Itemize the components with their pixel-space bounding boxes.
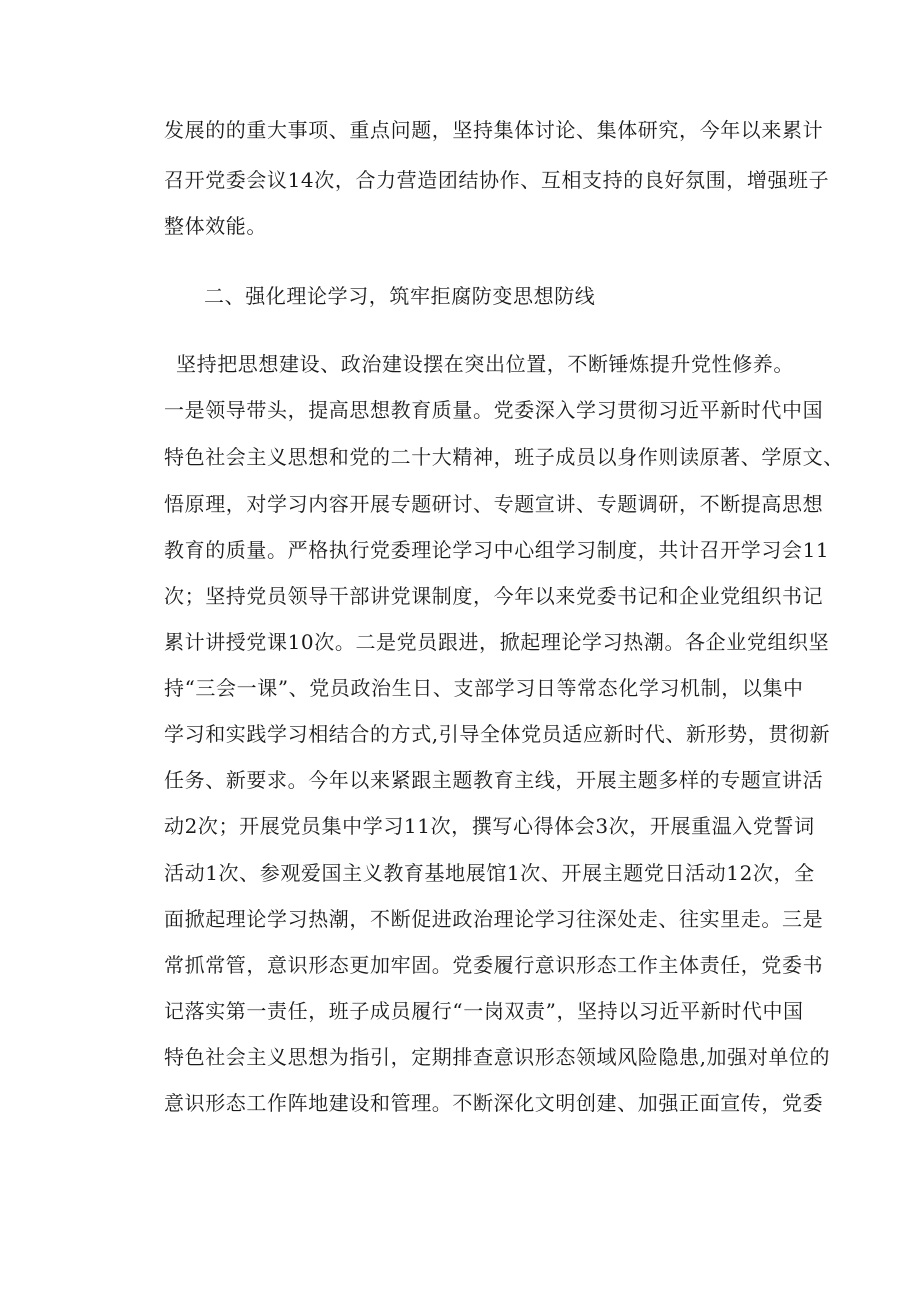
paragraph-2-line: 坚持把思想建设、政治建设摆在突出位置，不断锤炼提升党性修养。 [176,352,794,376]
paragraph-2-line: 次；坚持党员领导干部讲党课制度，今年以来党委书记和企业党组织书记 [164,584,824,608]
paragraph-1-line: 整体效能。 [164,214,267,238]
paragraph-2-line: 动2次；开展党员集中学习11次，撰写心得体会3次，开展重温入党誓词 [164,814,815,838]
paragraph-2-line: 特色社会主义思想和党的二十大精神，班子成员以身作则读原著、学原文、 [164,445,844,469]
paragraph-2-line: 面掀起理论学习热潮，不断促进政治理论学习往深处走、往实里走。三是 [164,907,824,931]
paragraph-2-line: 任务、新要求。今年以来紧跟主题教育主线，开展主题多样的专题宣讲活 [164,768,824,792]
paragraph-2-line: 特色社会主义思想为指引，定期排查意识形态领域风险隐患,加强对单位的 [164,1045,831,1069]
paragraph-2-line: 意识形态工作阵地建设和管理。不断深化文明创建、加强正面宣传，党委 [164,1091,824,1115]
paragraph-2-line: 悟原理，对学习内容开展专题研讨、专题宣讲、专题调研，不断提高思想 [164,492,824,516]
paragraph-2-line: 一是领导带头，提高思想教育质量。党委深入学习贯彻习近平新时代中国 [164,398,824,422]
paragraph-2-line: 持“三会一课”、党员政治生日、支部学习日等常态化学习机制，以集中 [164,676,804,700]
paragraph-2-line: 累计讲授党课10次。二是党员跟进，掀起理论学习热潮。各企业党组织坚 [164,630,830,654]
paragraph-2-line: 记落实第一责任，班子成员履行“一岗双责”，坚持以习近平新时代中国 [164,999,804,1023]
paragraph-2-line: 活动1次、参观爱国主义教育基地展馆1次、开展主题党日活动12次，全 [164,861,815,885]
paragraph-1-line: 召开党委会议14次，合力营造团结协作、互相支持的良好氛围，增强班子 [164,168,830,192]
paragraph-2-line: 常抓常管，意识形态更加牢固。党委履行意识形态工作主体责任，党委书 [164,953,824,977]
paragraph-2-line: 教育的质量。严格执行党委理论学习中心组学习制度，共计召开学习会11 [164,538,830,562]
paragraph-1-line: 发展的的重大事项、重点问题，坚持集体讨论、集体研究，今年以来累计 [164,118,824,142]
section-heading: 二、强化理论学习，筑牢拒腐防变思想防线 [204,284,596,308]
paragraph-2-line: 学习和实践学习相结合的方式,引导全体党员适应新时代、新形势，贯彻新 [164,722,831,746]
